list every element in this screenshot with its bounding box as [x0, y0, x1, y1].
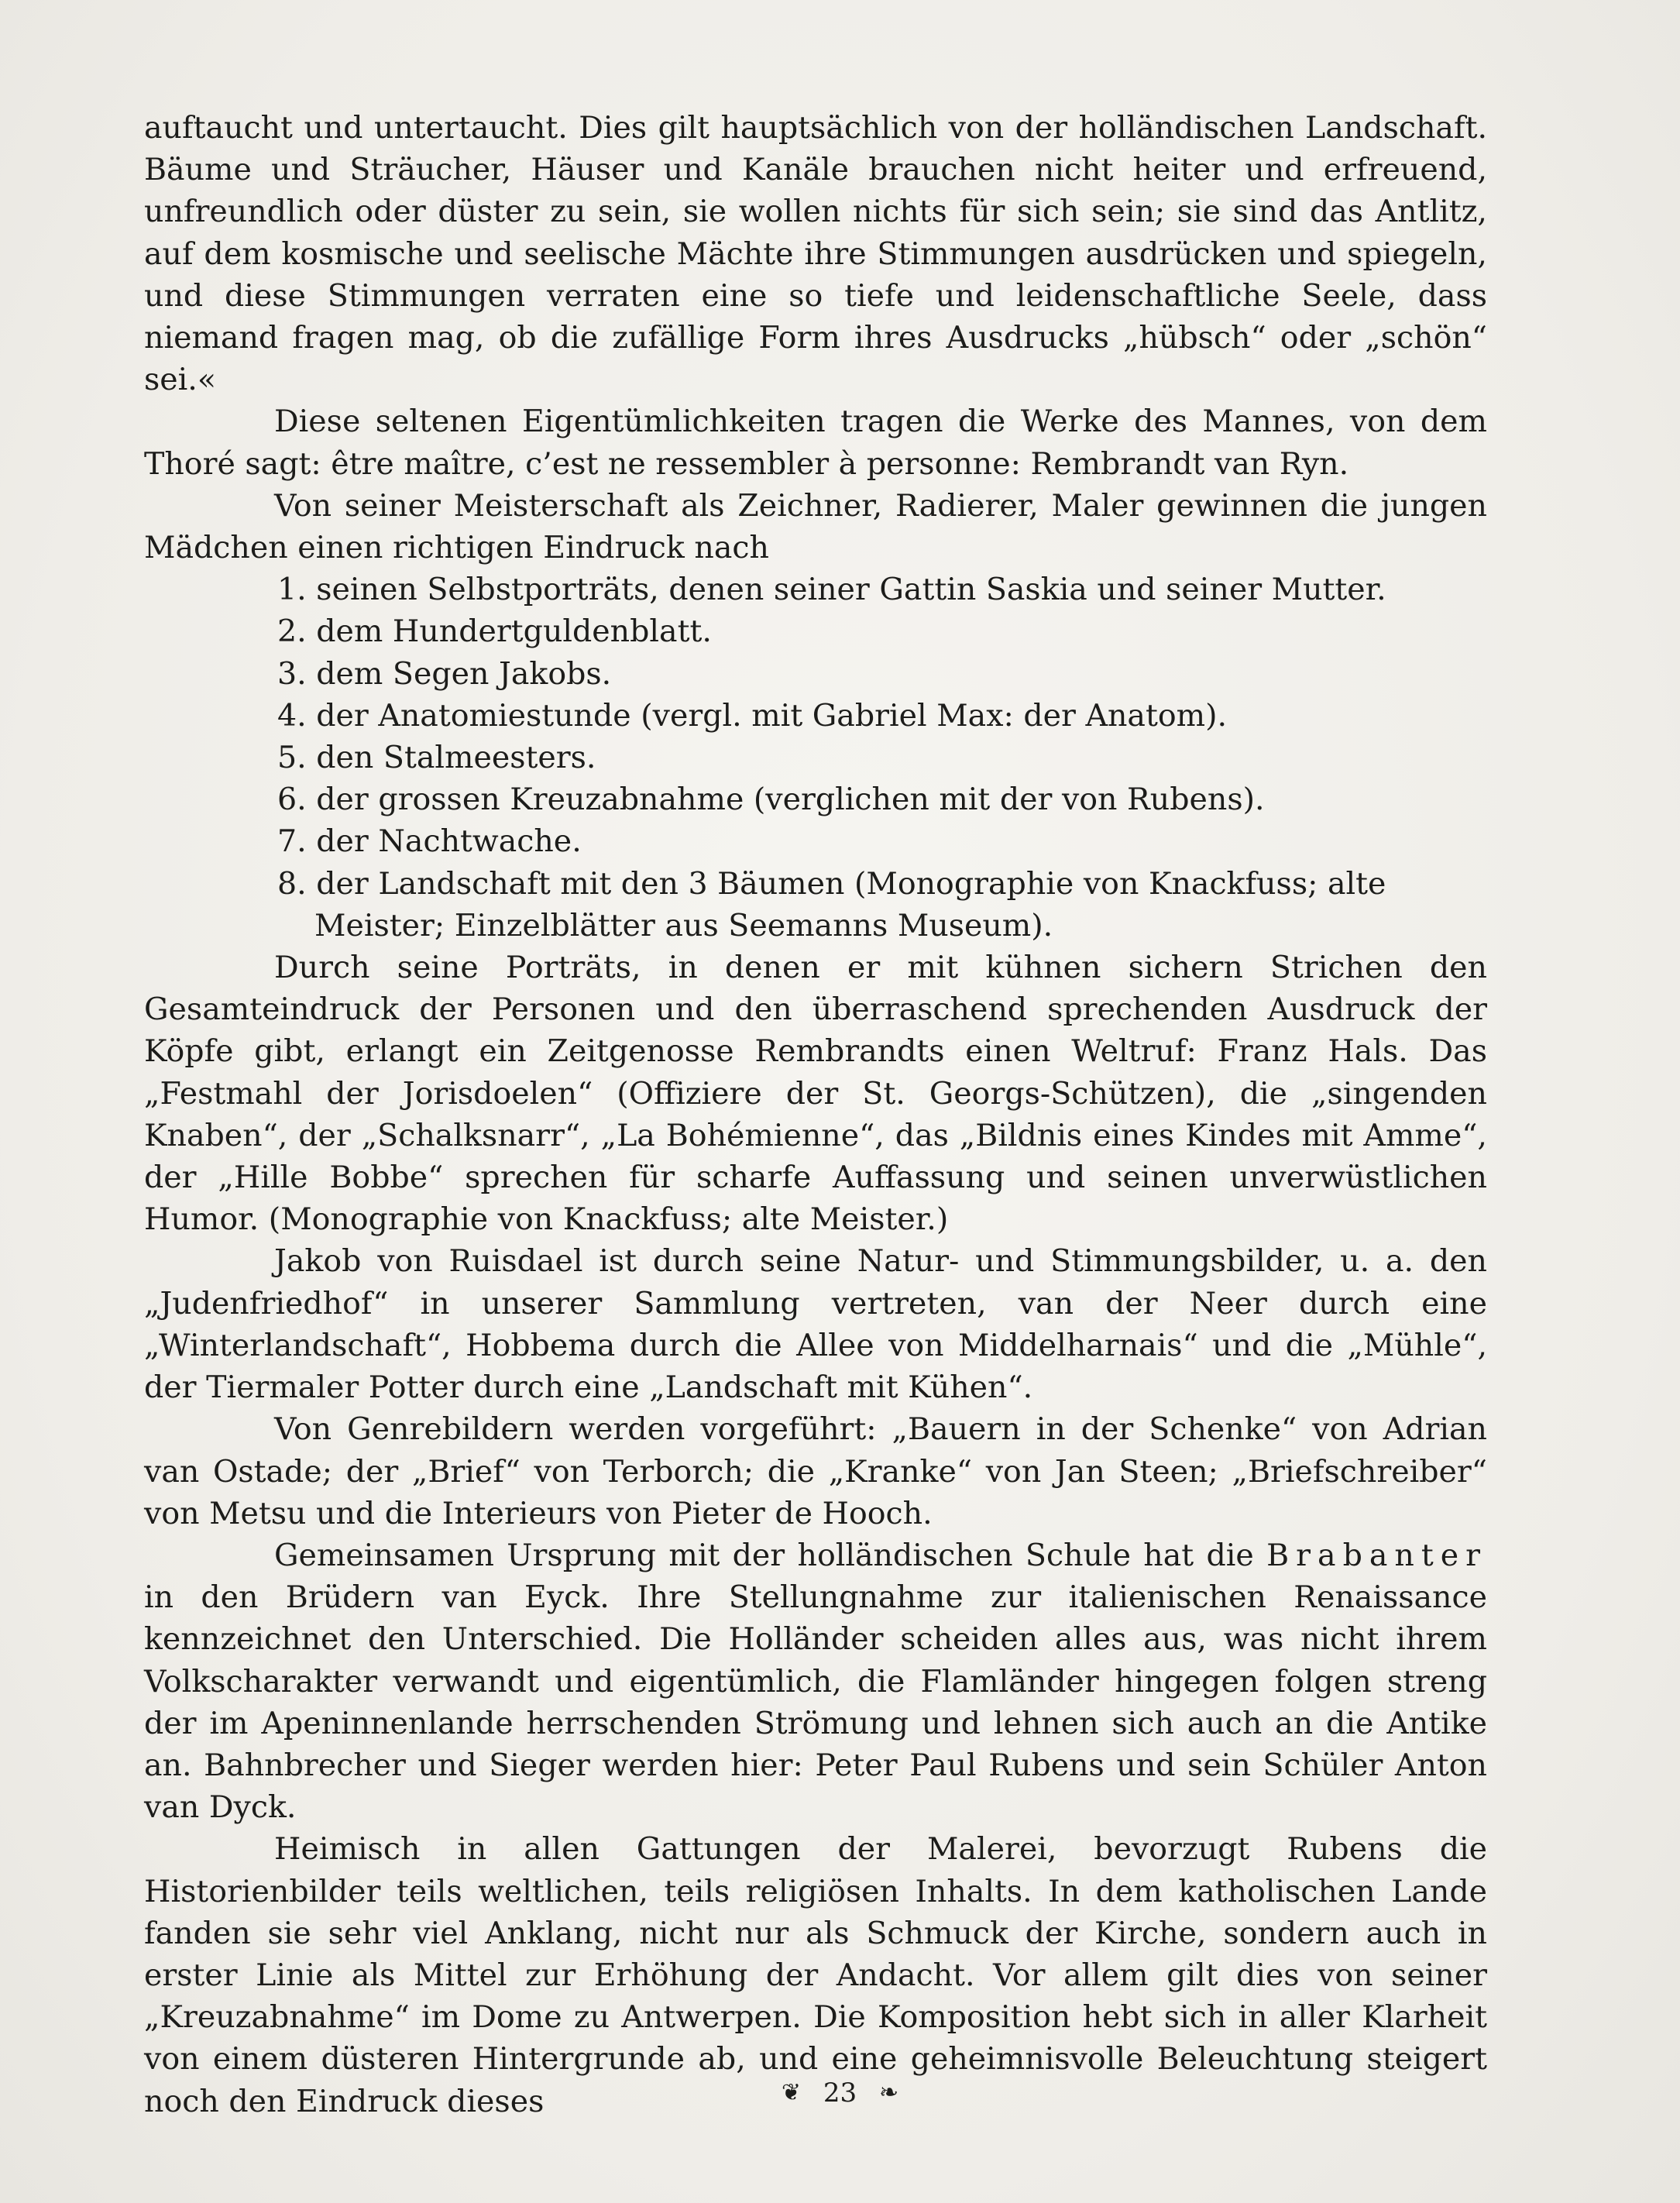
paragraph-1: auftaucht und untertaucht. Dies gilt hauptsächlich von der holländischen Landschaft. Bäume und Sträucher, Häuser und Kanäle brauchen nicht heiter und erfreuend, unfreundlich oder düster zu sein, sie wollen nichts für sich sein; sie sind das Antlitz, auf dem kosmische und seelische Mächte ihre Stimmungen ausdrücken und spiegeln, und diese Stimmungen verraten eine so tiefe und leidenschaftliche Seele, dass niemand fragen mag, ob die zufällige Form ihres Ausdrucks „hübsch“ oder „schön“ sei.« [144, 110, 1487, 398]
paragraph-7-rest: in den Brüdern van Eyck. Ihre Stellungnahme zur italienischen Renaissance kennzeichnet den Unterschied. Die Holländer scheiden alles aus, was nicht ihrem Volkscharakter verwandt und eigentümlich, die Flamländer hingegen folgen streng der im Apeninnenlande herrschenden Strömung und lehnen sich auch an die Antike an. Bahnbrecher und Sieger werden hier: Peter Paul Rubens und sein Schüler Anton van Dyck. [144, 1579, 1487, 1826]
ornament-left-icon: ❦ [781, 2079, 802, 2106]
paragraph-4: Durch seine Porträts, in denen er mit kühnen sichern Strichen den Gesamteindruck der Personen und den überraschend sprechenden Ausdruck der Köpfe gibt, erlangt ein Zeitgenosse Rembrandts einen Weltruf: Franz Hals. Das „Festmahl der Jorisdoelen“ (Offiziere der St. Georgs-Schützen), die „singenden Knaben“, der „Schalksnarr“, „La Bohémienne“, das „Bildnis eines Kindes mit Amme“, der „Hille Bobbe“ sprechen für scharfe Auffassung und seinen unverwüstlichen Humor. (Monographie von Knackfuss; alte Meister.) [144, 950, 1487, 1238]
paragraph-5: Jakob von Ruisdael ist durch seine Natur- und Stimmungsbilder, u. a. den „Judenfriedhof“ in unserer Sammlung vertreten, van der Neer durch eine „Winterlandschaft“, Hobbema durch die Allee von Middelharnais“ und die „Mühle“, der Tiermaler Potter durch eine „Landschaft mit Kühen“. [144, 1243, 1487, 1406]
paragraph-8: Heimisch in allen Gattungen der Malerei, bevorzugt Rubens die Historienbilder teils weltlichen, teils religiösen Inhalts. In dem katholischen Lande fanden sie sehr viel Anklang, nicht nur als Schmuck der Kirche, sondern auch in erster Linie als Mittel zur Erhöhung der Andacht. Vor allem gilt dies von seiner „Kreuzabnahme“ im Dome zu Antwerpen. Die Komposition hebt sich in aller Klarheit von einem düsteren Hintergrunde ab, und eine geheimnisvolle Beleuchtung steigert noch den Eindruck dieses [144, 1831, 1487, 2119]
list-item: 1. seinen Selbstporträts, denen seiner Gattin Saskia und seiner Mutter. [277, 572, 1386, 608]
list-item: 5. den Stalmeesters. [277, 740, 596, 776]
ornament-right-icon: ❧ [878, 2079, 899, 2106]
body-text [144, 107, 1487, 2122]
paragraph-2: Diese seltenen Eigentümlichkeiten tragen die Werke des Mannes, von dem Thoré sagt: être maître, c’est ne ressembler à personne: Rembrandt van Ryn. [144, 404, 1487, 482]
list-item: 3. dem Segen Jakobs. [277, 655, 612, 692]
list-item: 8. der Landschaft mit den 3 Bäumen (Monographie von Knackfuss; alte Meister; Einzelblätter aus Seemanns Museum). [277, 865, 1386, 943]
paragraph-3: Von seiner Meisterschaft als Zeichner, Radierer, Maler gewinnen die jungen Mädchen einen richtigen Eindruck nach [144, 487, 1487, 566]
spaced-word: Brabanter [1266, 1537, 1488, 1573]
paragraph-6: Von Genrebildern werden vorgeführt: „Bauern in der Schenke“ von Adrian van Ostade; der „Brief“ von Terborch; die „Kranke“ von Jan Steen; „Briefschreiber“ von Metsu und die Interieurs von Pieter de Hooch. [144, 1411, 1487, 1531]
paragraph-7-start: Gemeinsamen Ursprung mit der holländischen Schule hat die [274, 1537, 1254, 1573]
page-footer [0, 2078, 1680, 2108]
list-item: 7. der Nachtwache. [277, 823, 582, 860]
list-item: 2. dem Hundertguldenblatt. [277, 613, 712, 650]
artwork-list [144, 569, 1487, 947]
list-item: 4. der Anatomiestunde (vergl. mit Gabriel Max: der Anatom). [277, 697, 1228, 734]
page-number: 23 [823, 2078, 857, 2108]
paragraph-7 [144, 1535, 1487, 1828]
list-item: 6. der grossen Kreuzabnahme (verglichen mit der von Rubens). [277, 782, 1265, 818]
